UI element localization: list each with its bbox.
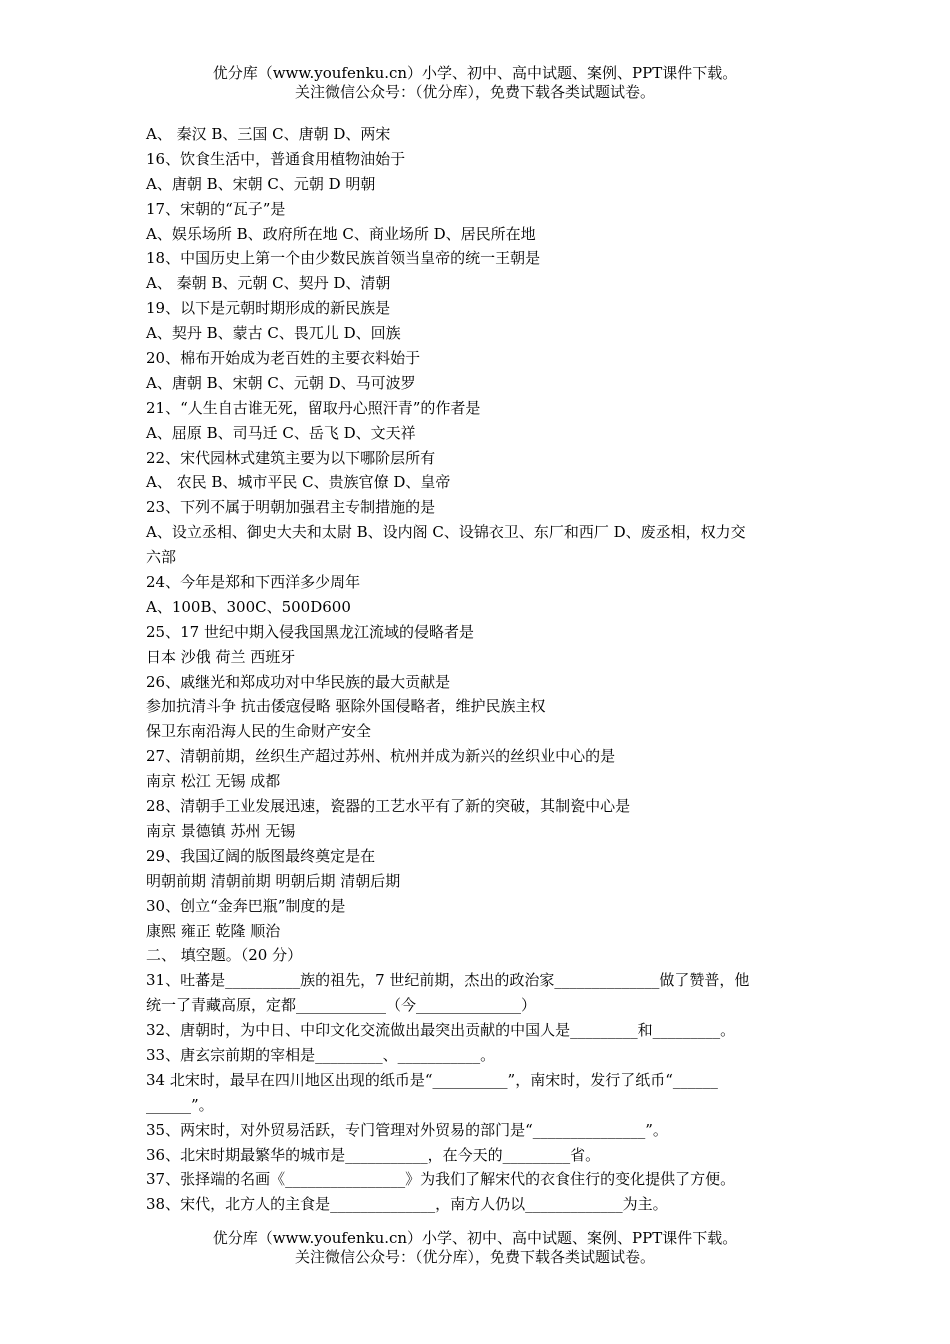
- text-line: A、娱乐场所 B、政府所在地 C、商业场所 D、居民所在地: [146, 224, 536, 243]
- footer-line-1: 优分库（www.youfenku.cn）小学、初中、高中试题、案例、PPT课件下载。: [212, 1229, 738, 1247]
- text-line: A、 秦朝 B、元朝 C、契丹 D、清朝: [146, 274, 391, 293]
- text-line: A、设立丞相、御史大夫和太尉 B、设内阁 C、设锦衣卫、东厂和西厂 D、废丞相，权力交: [146, 523, 746, 542]
- text-line: 六部: [146, 548, 177, 567]
- text-line: A、 农民 B、城市平民 C、贵族官僚 D、皇帝: [146, 473, 451, 492]
- header-line-1: 优分库（www.youfenku.cn）小学、初中、高中试题、案例、PPT课件下载。: [212, 64, 738, 82]
- text-line: 统一了青藏高原，定都____________（今______________）: [146, 996, 537, 1015]
- text-line: 34 北宋时，最早在四川地区出现的纸币是“__________”，南宋时，发行了纸币“______: [146, 1070, 718, 1089]
- text-line: 康熙 雍正 乾隆 顺治: [146, 921, 281, 940]
- text-line: 保卫东南沿海人民的生命财产安全: [146, 722, 372, 741]
- page-header: [0, 64, 950, 102]
- text-line: A、100B、300C、500D600: [146, 597, 351, 616]
- text-line: 33、唐玄宗前期的宰相是_________、___________。: [146, 1045, 496, 1064]
- text-line: 36、北宋时期最繁华的城市是___________，在今天的_________省。: [146, 1145, 601, 1164]
- text-line: 19、以下是元朝时期形成的新民族是: [146, 299, 391, 318]
- text-line: 35、两宋时，对外贸易活跃，专门管理对外贸易的部门是“_______________”。: [146, 1120, 668, 1139]
- exam-content: [146, 122, 812, 1217]
- text-line: 二、 填空题。（20 分）: [146, 946, 303, 965]
- text-line: 37、张择端的名画《________________》为我们了解宋代的衣食住行的变化提供了方便。: [146, 1170, 736, 1189]
- text-line: 32、唐朝时，为中日、中印文化交流做出最突出贡献的中国人是_________和_________。: [146, 1021, 736, 1040]
- text-line: A、契丹 B、蒙古 C、畏兀儿 D、回族: [146, 324, 401, 343]
- text-line: 29、我国辽阔的版图最终奠定是在: [146, 846, 376, 865]
- text-line: 20、棉布开始成为老百姓的主要衣料始于: [146, 349, 421, 368]
- text-line: A、屈原 B、司马迁 C、岳飞 D、文天祥: [146, 423, 416, 442]
- page-footer: [0, 1229, 950, 1267]
- header-line-2: 关注微信公众号：（优分库），免费下载各类试题试卷。: [294, 83, 655, 101]
- text-line: 16、饮食生活中，普通食用植物油始于: [146, 149, 406, 168]
- text-line: 27、清朝前期，丝织生产超过苏州、杭州并成为新兴的丝织业中心的是: [146, 747, 616, 766]
- text-line: 17、宋朝的“瓦子”是: [146, 199, 286, 218]
- text-line: 明朝前期 清朝前期 明朝后期 清朝后期: [146, 871, 401, 890]
- text-line: 南京 景德镇 苏州 无锡: [146, 821, 296, 840]
- footer-line-2: 关注微信公众号：（优分库），免费下载各类试题试卷。: [294, 1248, 655, 1266]
- text-line: 38、宋代，北方人的主食是______________，南方人仍以_____________为主。: [146, 1195, 668, 1214]
- text-line: 23、下列不属于明朝加强君主专制措施的是: [146, 498, 436, 517]
- text-line: 南京 松江 无锡 成都: [146, 772, 281, 791]
- text-line: 30、创立“金奔巴瓶”制度的是: [146, 896, 346, 915]
- text-line: 参加抗清斗争 抗击倭寇侵略 驱除外国侵略者，维护民族主权: [146, 697, 546, 716]
- text-line: 24、今年是郑和下西洋多少周年: [146, 573, 361, 592]
- text-line: 25、17 世纪中期入侵我国黑龙江流域的侵略者是: [146, 622, 474, 641]
- text-line: A、唐朝 B、宋朝 C、元朝 D、马可波罗: [146, 373, 416, 392]
- text-line: A、 秦汉 B、三国 C、唐朝 D、两宋: [146, 125, 391, 143]
- text-line: 26、戚继光和郑成功对中华民族的最大贡献是: [146, 672, 451, 691]
- text-line: 18、中国历史上第一个由少数民族首领当皇帝的统一王朝是: [146, 249, 541, 268]
- text-line: A、唐朝 B、宋朝 C、元朝 D 明朝: [146, 174, 376, 193]
- text-line: 22、宋代园林式建筑主要为以下哪阶层所有: [146, 448, 436, 467]
- text-line: 28、清朝手工业发展迅速，瓷器的工艺水平有了新的突破，其制瓷中心是: [146, 797, 631, 816]
- text-line: 31、吐蕃是__________族的祖先，7 世纪前期，杰出的政治家______________做了赞普，他: [146, 971, 750, 990]
- text-line: 日本 沙俄 荷兰 西班牙: [146, 647, 296, 666]
- text-line: ______”。: [146, 1095, 214, 1114]
- text-line: 21、“人生自古谁无死，留取丹心照汗青”的作者是: [146, 398, 481, 417]
